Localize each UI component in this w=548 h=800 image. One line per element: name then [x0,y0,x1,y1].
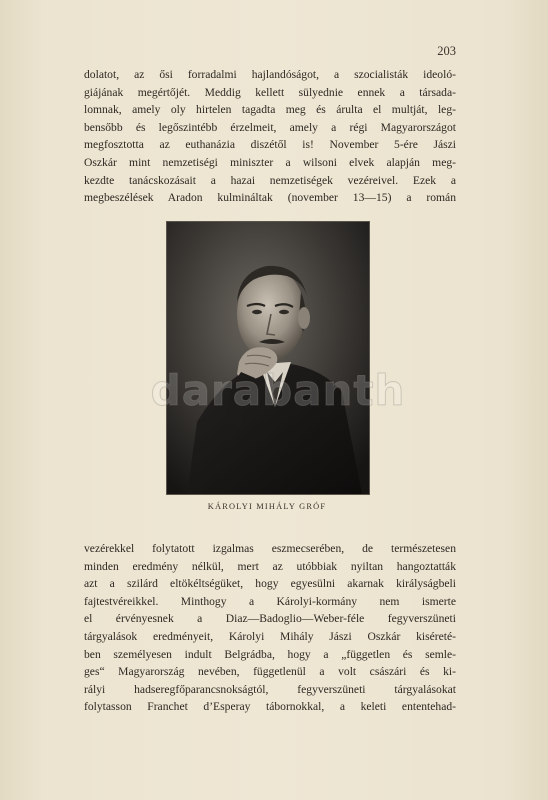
text-line: tárgyalások eredményeit, Károlyi Mihály Jászi Oszkár kiséreté- [84,629,456,643]
text-line: azt a szilárd eltökéltségüket, hogy egyesülni akarnak királyságbeli [84,577,456,591]
text-line: giájának megértőjét. Meddig kellett sülyednie ennek a társada- [84,85,456,99]
text-line: dolatot, az ősi forradalmi hajlandóságot, a szocialisták ideoló- [84,68,456,81]
text-line: megfosztotta az euthanázia diszétől is! November 5-ére Jászi [84,138,456,152]
text-line: fajtestvéreikkel. Minthogy a Károlyi-kormány nem ismerte [84,594,456,608]
text-line: ben személyesen indult Belgrádba, hogy a „független és semle- [84,647,456,661]
text-line: kezdte tanácskozásait a hazai nemzetiségek vezéreivel. Ezek a [84,173,456,187]
text-line: megbeszélések Aradon kulmináltak (november 13—15) a román [84,191,456,205]
text-line: lomnak, amely oly hirtelen tagadta meg és árulta el multját, leg- [84,103,456,117]
figure-caption: KÁROLYI MIHÁLY GRÓF [207,502,327,511]
paragraph-top [84,66,456,207]
paragraph-bottom [84,540,456,716]
text-line: minden eredmény nélkül, mert az utóbbiak nyiltan hangoztatták [84,559,456,573]
text-line: Oszkár mint nemzetiségi miniszter a wilsoni elvek alapján meg- [84,155,456,169]
text-line: vezérekkel folytatott izgalmas eszmecserében, de természetesen [84,542,456,555]
text-line: el érvényesnek a Diaz—Badoglio—Weber-féle fegyverszüneti [84,612,456,626]
portrait-photo [166,221,370,495]
page-number: 203 [437,44,456,58]
text-line: bensőbb és legőszintébb érzelmeit, amely a régi Magyarországot [84,120,456,134]
text-line: rályi hadseregfőparancsnokságtól, fegyverszüneti tárgyalásokat [84,682,456,696]
portrait-image [167,222,369,494]
text-line: ges“ Magyarország nevében, függetlenül a volt császári és ki- [84,665,456,679]
text-line: folytasson Franchet d’Esperay tábornokkal, a keleti ententehad- [84,700,456,714]
